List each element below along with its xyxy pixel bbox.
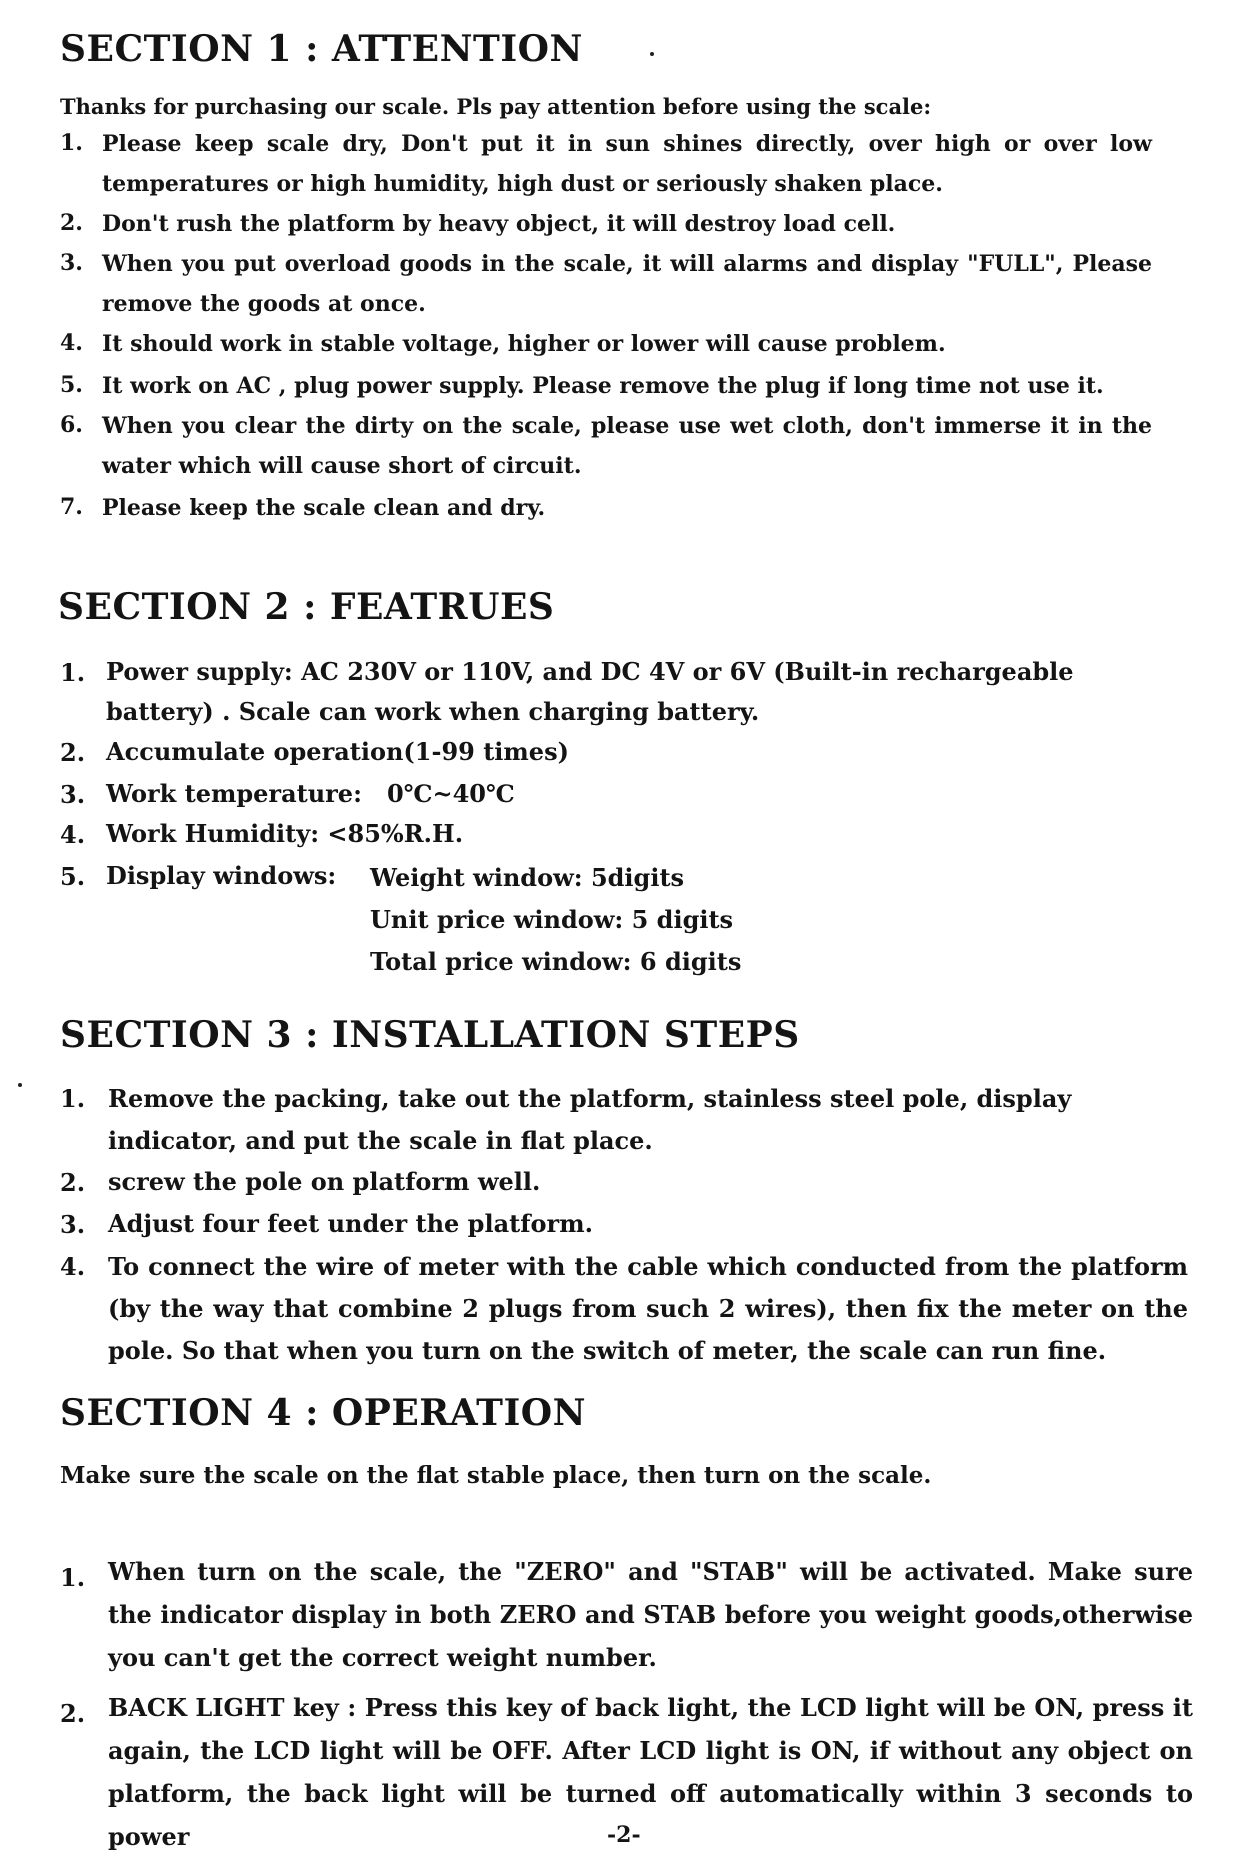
speck — [650, 52, 654, 56]
list-item-number: 1. — [60, 1084, 86, 1113]
list-item: Power supply: AC 230V or 110V, and DC 4V or 6V (Built-in rechargeable battery) . Scale can work when charging battery. — [106, 657, 1074, 726]
list-item: When turn on the scale, the "ZERO" and "STAB" will be activated. Make sure the indicator display in both ZERO and STAB before you weight goods,otherwise you can't get the correct weight number. — [108, 1557, 1193, 1672]
list-item: Adjust four feet under the platform. — [108, 1209, 593, 1238]
list-item-number: 4. — [60, 330, 83, 356]
list-item: When you clear the dirty on the scale, please use wet cloth, don't immerse it in the water which will cause short of circuit. — [102, 413, 1152, 479]
list-item: Please keep the scale clean and dry. — [102, 495, 546, 521]
list-item: To connect the wire of meter with the cable which conducted from the platform (by the way that combine 2 plugs from such 2 wires), then fix the meter on the pole. So that when you turn on the switch of meter, the scale can run fine. — [108, 1252, 1188, 1365]
list-item-number: 3. — [60, 1210, 86, 1239]
list-item-number: 1. — [60, 658, 86, 687]
display-window-item: Total price window: 6 digits — [370, 947, 742, 976]
list-item-number: 2. — [60, 1168, 86, 1197]
list-item: Display windows: — [106, 861, 337, 890]
list-item: BACK LIGHT key : Press this key of back light, the LCD light will be ON, press it again, the LCD light will be OFF. After LCD light is ON, if without any object on platform, the back light will be turned off automatically within 3 seconds to power — [108, 1693, 1193, 1851]
list-item: Please keep scale dry, Don't put it in sun shines directly, over high or over low temperatures or high humidity, high dust or seriously shaken place. — [102, 131, 1152, 197]
list-item-number: 1. — [60, 130, 83, 156]
section-1-heading: SECTION 1 : ATTENTION — [60, 28, 583, 70]
list-item-number: 2. — [60, 210, 83, 236]
section-4-heading: SECTION 4 : OPERATION — [60, 1392, 587, 1434]
section-4-intro: Make sure the scale on the flat stable place, then turn on the scale. — [60, 1462, 932, 1489]
list-item: Remove the packing, take out the platform, stainless steel pole, display indicator, and put the scale in flat place. — [108, 1084, 1072, 1155]
list-item: It work on AC , plug power supply. Please remove the plug if long time not use it. — [102, 373, 1104, 399]
list-item: Don't rush the platform by heavy object, it will destroy load cell. — [102, 211, 896, 237]
list-item-number: 1. — [60, 1563, 86, 1592]
display-window-item: Weight window: 5digits — [370, 863, 685, 892]
list-item-number: 5. — [60, 862, 86, 891]
list-item: screw the pole on platform well. — [108, 1167, 541, 1196]
list-item: It should work in stable voltage, higher or lower will cause problem. — [102, 331, 946, 357]
list-item-number: 2. — [60, 738, 86, 767]
section-1-intro: Thanks for purchasing our scale. Pls pay attention before using the scale: — [60, 94, 932, 119]
speck — [18, 1083, 22, 1087]
list-item-number: 7. — [60, 494, 83, 520]
section-2-heading: SECTION 2 : FEATRUES — [58, 586, 555, 628]
list-item: Work Humidity: <85%R.H. — [106, 819, 464, 848]
list-item-number: 6. — [60, 412, 83, 438]
display-window-item: Unit price window: 5 digits — [370, 905, 734, 934]
list-item-number: 3. — [60, 250, 83, 276]
list-item: Accumulate operation(1-99 times) — [106, 737, 569, 766]
list-item: When you put overload goods in the scale, it will alarms and display "FULL", Please remove the goods at once. — [102, 251, 1152, 317]
section-3-heading: SECTION 3 : INSTALLATION STEPS — [60, 1014, 800, 1056]
list-item-number: 4. — [60, 1252, 86, 1281]
list-item-number: 5. — [60, 372, 83, 398]
list-item-number: 4. — [60, 820, 86, 849]
page-number: -2- — [607, 1822, 641, 1848]
list-item-number: 3. — [60, 780, 86, 809]
list-item-number: 2. — [60, 1699, 86, 1728]
list-item: Work temperature: 0℃~40℃ — [106, 779, 515, 808]
